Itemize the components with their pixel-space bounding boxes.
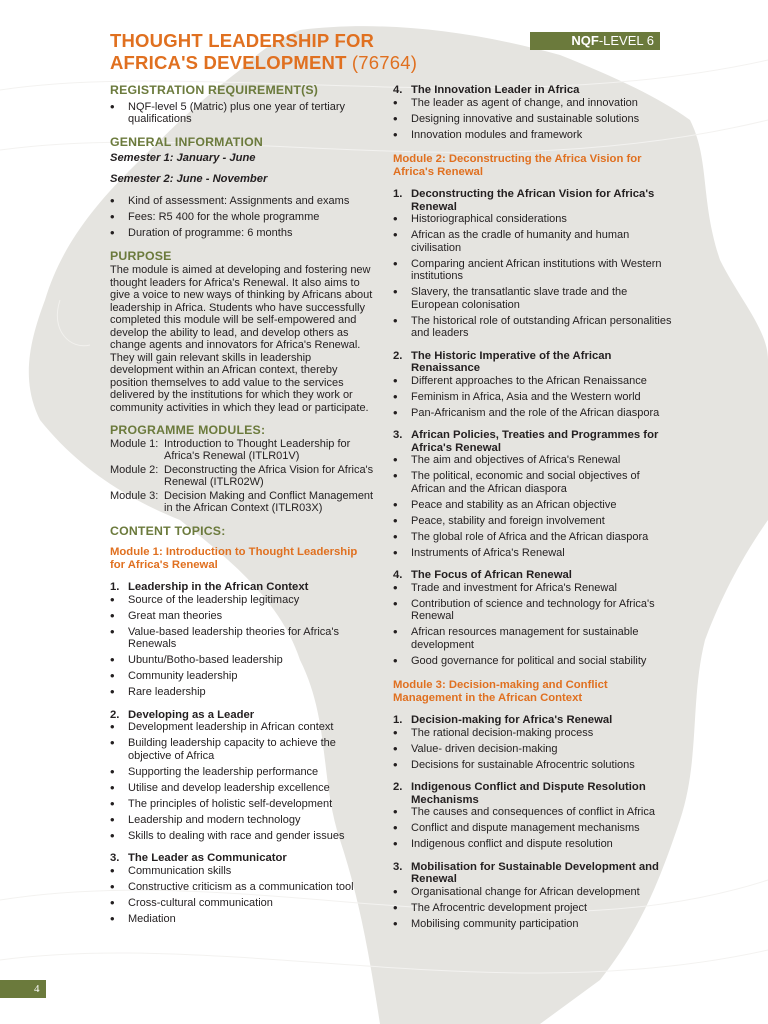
list-item: • Communication skills [110, 865, 375, 878]
list-item: • Different approaches to the African Renaissance [393, 375, 673, 388]
list-item: • Decisions for sustainable Afrocentric solutions [393, 759, 673, 772]
list-item: • Indigenous conflict and dispute resolution [393, 838, 673, 851]
topic-list [393, 454, 673, 559]
list-item: • The political, economic and social objectives of African and the African diaspora [393, 470, 673, 495]
list-item: • Mediation [110, 913, 375, 926]
topic-list [393, 886, 673, 931]
list-item: • African as the cradle of humanity and human civilisation [393, 229, 673, 254]
topic-title: 2. The Historic Imperative of the African Renaissance [393, 349, 612, 374]
programme-modules-list [110, 438, 375, 515]
topic-list [393, 213, 673, 340]
list-item: • Feminism in Africa, Asia and the Western world [393, 391, 673, 404]
list-item: • Community leadership [110, 670, 375, 683]
right-column [393, 84, 673, 934]
list-item: • The leader as agent of change, and innovation [393, 97, 673, 110]
list-item: • The global role of Africa and the African diaspora [393, 531, 673, 544]
list-item: • Mobilising community participation [393, 918, 673, 931]
topic-title: 3. African Policies, Treaties and Programmes for Africa's Renewal [393, 429, 659, 454]
topic-list [393, 727, 673, 772]
purpose-text: The module is aimed at developing and fostering new thought leaders for Africa's Renewal. It also aims to give a voice to new ways of thinking by Africans about leadership in Africa. Students who have successfully completed this module will be self-empowered and develop the ability to lead, and develop others as change agents and innovators for Africa's Renewal. They will gain relevant skills in leadership development within an African context, thereby position themselves to add value to the services delivered by the institutions for which they work or community activities in which they lead or participate. [110, 264, 373, 414]
list-item: • Good governance for political and social stability [393, 655, 673, 668]
list-item: • Building leadership capacity to achieve the objective of Africa [110, 737, 375, 762]
semester-1: Semester 1: January - June [110, 152, 256, 164]
module-2-heading: Module 2: Deconstructing the Africa Vision for Africa's Renewal [393, 153, 642, 178]
registration-list [110, 101, 375, 126]
topic-list [110, 721, 375, 842]
topic-title: 1. Leadership in the African Context [110, 581, 309, 593]
list-item: • Contribution of science and technology for Africa's Renewal [393, 598, 673, 623]
topic-title: 4. The Focus of African Renewal [393, 569, 572, 581]
topic-list [110, 594, 375, 699]
list-item: • The historical role of outstanding African personalities and leaders [393, 315, 673, 340]
general-heading: GENERAL INFORMATION [110, 134, 263, 149]
list-item: • Utilise and develop leadership excellence [110, 782, 375, 795]
list-item: • The rational decision-making process [393, 727, 673, 740]
page-title: THOUGHT LEADERSHIP FOR AFRICA'S DEVELOPMENT (76764) [110, 30, 418, 73]
topic-list [393, 97, 673, 142]
list-item: • Peace, stability and foreign involvement [393, 515, 673, 528]
list-item: • Rare leadership [110, 686, 375, 699]
module-3-heading: Module 3: Decision-making and Conflict Management in the African Context [393, 679, 608, 704]
list-item: • Development leadership in African context [110, 721, 375, 734]
semester-2: Semester 2: June - November [110, 172, 268, 185]
list-item: • Comparing ancient African institutions with Western institutions [393, 258, 673, 283]
list-item: • Instruments of Africa's Renewal [393, 547, 673, 560]
list-item: • Kind of assessment: Assignments and exams [110, 195, 375, 208]
list-item: • The aim and objectives of Africa's Renewal [393, 454, 673, 467]
list-item: • The causes and consequences of conflict in Africa [393, 806, 673, 819]
list-item: • Source of the leadership legitimacy [110, 594, 375, 607]
list-item: • Skills to dealing with race and gender issues [110, 830, 375, 843]
nqf-level-badge: NQF-LEVEL 6 [530, 32, 660, 50]
topic-list [393, 582, 673, 668]
topic-list [393, 375, 673, 420]
programme-module-row: Module 2: Deconstructing the Africa Vision for Africa's Renewal (ITLR02W) [110, 463, 374, 488]
list-item: • Duration of programme: 6 months [110, 227, 375, 240]
topic-title: 1. Deconstructing the African Vision for Africa's Renewal [393, 188, 655, 213]
topic-title: 3. The Leader as Communicator [110, 852, 287, 864]
topic-list [110, 865, 375, 926]
programme-modules-heading: PROGRAMME MODULES: [110, 423, 266, 437]
page-number: 4 [0, 980, 46, 998]
topic-title: 3. Mobilisation for Sustainable Development and Renewal [393, 860, 659, 885]
list-item: • Cross-cultural communication [110, 897, 375, 910]
module-1-heading: Module 1: Introduction to Thought Leadership for Africa's Renewal [110, 546, 358, 571]
topic-title: 1. Decision-making for Africa's Renewal [393, 714, 613, 726]
list-item: • Peace and stability as an African objective [393, 499, 673, 512]
topic-title: 2. Developing as a Leader [110, 708, 255, 721]
list-item: • Organisational change for African development [393, 886, 673, 899]
list-item: • NQF-level 5 (Matric) plus one year of tertiary qualifications [110, 101, 375, 126]
list-item: • The Afrocentric development project [393, 902, 673, 915]
list-item: • Value-based leadership theories for Africa's Renewals [110, 626, 375, 651]
list-item: • Value- driven decision-making [393, 743, 673, 756]
list-item: • Innovation modules and framework [393, 129, 673, 142]
list-item: • The principles of holistic self-development [110, 798, 375, 811]
list-item: • Pan-Africanism and the role of the African diaspora [393, 407, 673, 420]
list-item: • Conflict and dispute management mechanisms [393, 822, 673, 835]
list-item: • Fees: R5 400 for the whole programme [110, 211, 375, 224]
list-item: • Designing innovative and sustainable solutions [393, 113, 673, 126]
list-item: • Constructive criticism as a communication tool [110, 881, 375, 894]
list-item: • Leadership and modern technology [110, 814, 375, 827]
programme-module-row: Module 3: Decision Making and Conflict Management in the African Context (ITLR03X) [110, 489, 374, 514]
list-item: • Supporting the leadership performance [110, 766, 375, 779]
list-item: • African resources management for sustainable development [393, 626, 673, 651]
topic-list [393, 806, 673, 851]
left-column [110, 84, 375, 929]
list-item: • Trade and investment for Africa's Renewal [393, 582, 673, 595]
list-item: • Great man theories [110, 610, 375, 623]
general-list [110, 195, 375, 240]
list-item: • Ubuntu/Botho-based leadership [110, 654, 375, 667]
registration-heading: REGISTRATION REQUIREMENT(S) [110, 83, 319, 97]
topic-title: 4. The Innovation Leader in Africa [393, 84, 580, 96]
content-topics-heading: CONTENT TOPICS: [110, 523, 226, 538]
topic-title: 2. Indigenous Conflict and Dispute Resolution Mechanisms [393, 781, 646, 806]
list-item: • Historiographical considerations [393, 213, 673, 226]
course-code: (76764) [351, 52, 418, 73]
purpose-heading: PURPOSE [110, 248, 172, 263]
programme-module-row: Module 1: Introduction to Thought Leadership for Africa's Renewal (ITLR01V) [110, 437, 351, 462]
list-item: • Slavery, the transatlantic slave trade and the European colonisation [393, 286, 673, 311]
